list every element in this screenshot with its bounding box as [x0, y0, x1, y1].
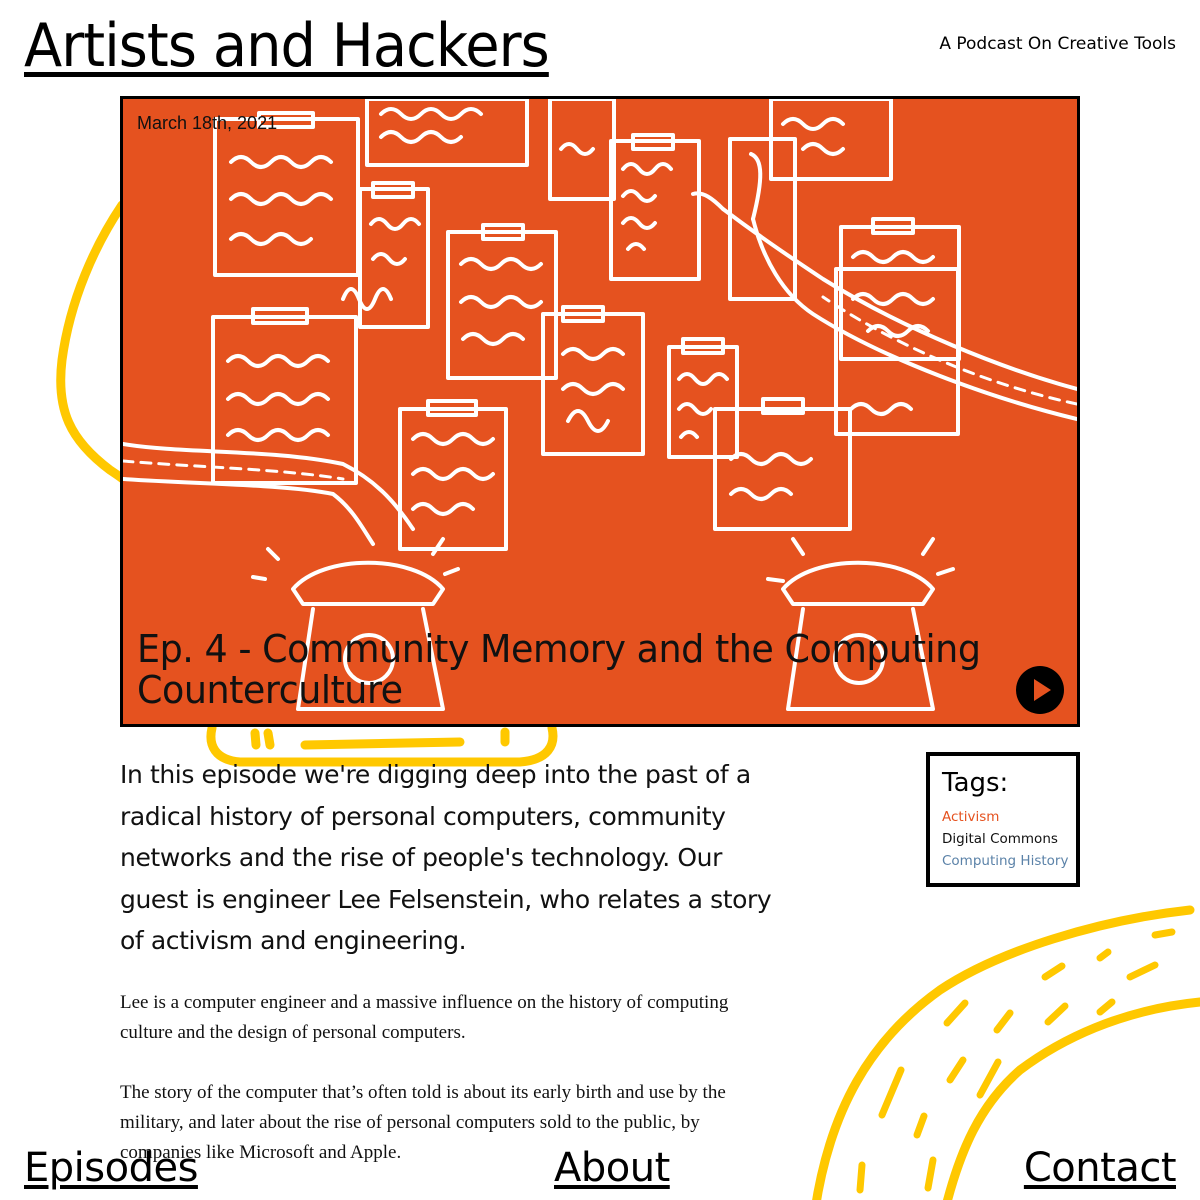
episode-date: March 18th, 2021 [137, 113, 278, 133]
play-button[interactable] [1016, 666, 1064, 714]
tag-computing-history[interactable]: Computing History [942, 853, 1069, 869]
tag-activism[interactable]: Activism [942, 809, 1000, 825]
body-paragraph: The story of the computer that’s often told is about its early birth and use by the military, and later about the rise of personal computers sold to the public, by companies like Microsoft and Apple. [120, 1082, 726, 1163]
episode-title[interactable]: Ep. 4 - Community Memory and the Computing Counterculture [137, 627, 981, 712]
episode-summary: In this episode we're digging deep into the past of a radical history of personal computers, community networks and the rise of people's technology. Our guest is engineer Lee Felsenstein, who relates a story of activism and engineering. [120, 760, 772, 955]
episode-hero-card[interactable] [120, 96, 1080, 727]
site-title-link[interactable]: Artists and Hackers [24, 11, 549, 81]
tag-digital-commons[interactable]: Digital Commons [942, 831, 1058, 847]
nav-episodes-link[interactable]: Episodes [24, 1145, 198, 1191]
nav-contact-link[interactable]: Contact [1023, 1145, 1176, 1191]
tagline: A Podcast On Creative Tools [939, 34, 1176, 54]
tags-panel [926, 752, 1080, 887]
tags-heading: Tags: [942, 768, 1009, 798]
nav-about-link[interactable]: About [554, 1145, 670, 1191]
body-paragraph: Lee is a computer engineer and a massive influence on the history of computing culture and the design of personal computers. [120, 992, 729, 1043]
